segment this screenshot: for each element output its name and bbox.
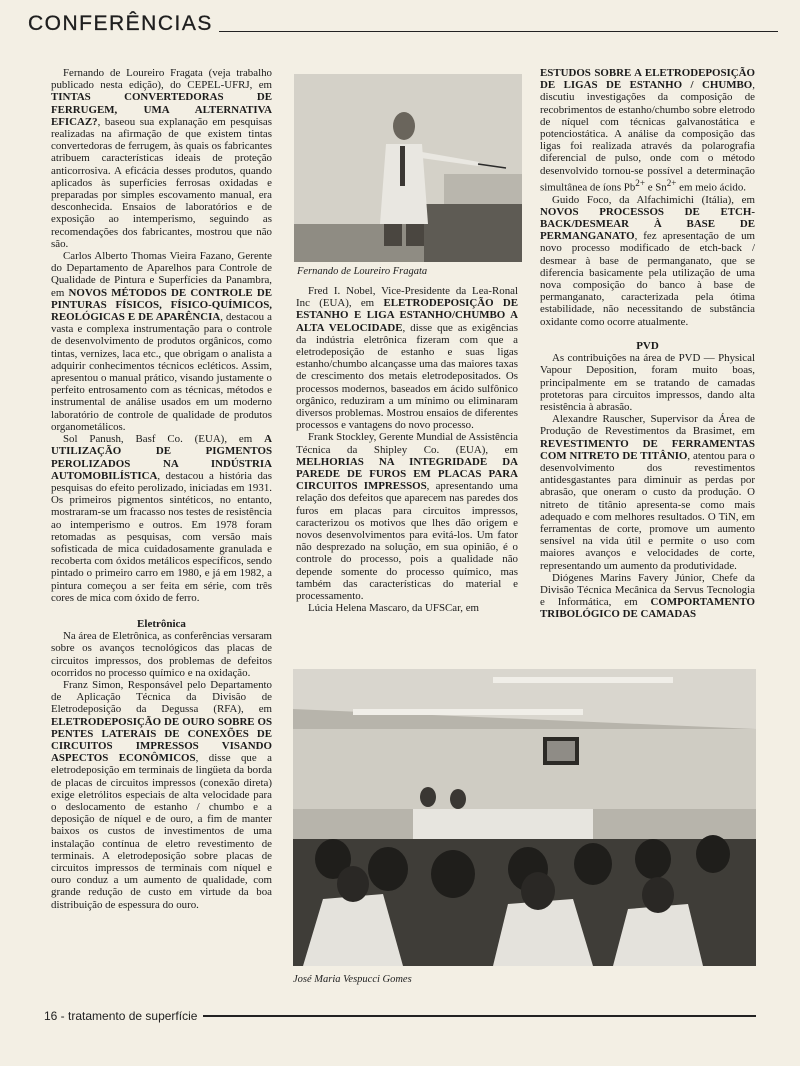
text: e Sn xyxy=(644,181,667,194)
talk-title: ELETRODEPOSIÇÃO DE ESTANHO E LIGA ESTANHO/CHUMBO A ALTA VELOCIDADE xyxy=(296,297,518,334)
footer-text: 16 - tratamento de superfície xyxy=(44,1009,198,1023)
talk-title: ESTUDOS SOBRE A ELETRODEPOSIÇÃO DE LIGAS DE ESTANHO / CHUMBO xyxy=(540,67,755,92)
text: Guido Foco, da Alfachimichi (Itália), em xyxy=(552,193,755,206)
paragraph: As contribuições na área de PVD — Physical Vapour Deposition, foram muito boas, principalmente em se tratando de camadas protetoras para circuitos impressos, dando alta resistência à abrasão. xyxy=(540,352,755,413)
text: Sol Panush, Basf Co. (EUA), em xyxy=(63,433,265,446)
talk-title: COMPORTAMENTO TRIBOLÓGICO DE CAMADAS xyxy=(540,596,755,621)
paragraph: Na área de Eletrônica, as conferências versaram sobre os avanços tecnológicos das placas de circuitos impressos, dos problemas de defeitos ocorridos no processo químico e na oxidação. xyxy=(51,630,272,679)
text: , destacou a vasta e complexa instrumentação para o controle de desenvolvimento de produtos orgânicos, como tintas, vernizes, laca etc., que obrigam o analista a adquirir conhecimentos técnicos ecléticos. Assim, apresentou o manual prático, visando justamente o perfeito entrosamento com as técnicas, métodos e instrumental de análise usados em um moderno laboratório de controle de qualidade de produtos organometálicos. xyxy=(51,311,272,433)
paragraph xyxy=(540,67,755,194)
paragraph xyxy=(51,67,272,250)
page-header xyxy=(28,6,778,36)
footer-rule xyxy=(203,1015,756,1017)
photo-audience xyxy=(293,669,756,966)
column-3 xyxy=(540,67,755,621)
speaker-illustration xyxy=(294,74,522,262)
superscript: 2+ xyxy=(666,177,677,188)
text: , baseou sua explanação em pesquisas realizadas na afirmação de que existem tintas convertedoras de ferrugem, às quais os fabricantes atribuem características ideais de proteção anticorrosiva. A eficácia desses produtos, quando aplicados às superfícies ferrosas oxidadas e preparadas por simples escovamento manual, era desconhecida. Ensaios de laboratórios e de exposição ao intemperismo, seguindo as recomendações dos fabricantes, mostrou que não são. xyxy=(51,115,272,250)
photo-caption: Fernando de Loureiro Fragata xyxy=(297,266,428,277)
section-title: CONFERÊNCIAS xyxy=(28,12,213,35)
talk-title: NOVOS PROCESSOS DE ETCH-BACK/DESMEAR À BASE DE PERMANGANATO xyxy=(540,205,755,243)
text: , disse que a eletrodeposição em terminais de lingüeta da borda de placas de circuitos impressos (conexão direta) exige eletrólitos especiais de alta velocidade para o deslocamento de estanho / chumbo e a deposição de níquel e de ouro, a fim de manter baixos os custos de investimentos de uma instalação contínua de eletro revestimento de terminais. A eletrodeposição sobre placas de circuitos impressos de terminais com níquel e ouro conduz a um aumento de qualidade, com grande redução de custo em virtude da boa distribuição de espessura do ouro. xyxy=(51,752,272,911)
talk-title: TINTAS CONVERTEDORAS DE FERRUGEM, UMA ALTERNATIVA EFICAZ? xyxy=(51,91,272,128)
photo-speaker xyxy=(294,74,522,262)
text: Fernando de Loureiro Fragata (veja trabalho publicado nesta edição), do CEPEL-UFRJ, em xyxy=(51,67,272,92)
column-2 xyxy=(296,285,518,614)
text: Carlos Alberto Thomas Vieira Fazano, Gerente do Departamento de Aparelhos para Controle de Qualidade de Pintura e Superfícies da Panambra, em xyxy=(51,250,272,299)
paragraph xyxy=(51,433,272,604)
page-footer xyxy=(44,1009,756,1023)
subhead-eletronica: Eletrônica xyxy=(137,617,186,630)
column-1 xyxy=(51,67,272,911)
text: Diógenes Marins Favery Júnior, Chefe da Divisão Técnica Mecânica da Servus Tecnologia e Informática, em xyxy=(540,571,755,609)
photo-caption: José Maria Vespucci Gomes xyxy=(293,974,412,985)
paragraph xyxy=(296,285,518,431)
audience-illustration xyxy=(293,669,756,966)
paragraph xyxy=(296,431,518,602)
paragraph xyxy=(51,679,272,911)
text: Fred I. Nobel, Vice-Presidente da Lea-Ronal Inc (EUA), em xyxy=(296,285,518,310)
text: Alexandre Rauscher, Supervisor da Área de Produção de Revestimentos da Brasimet, em xyxy=(540,413,755,438)
paragraph: Lúcia Helena Mascaro, da UFSCar, em xyxy=(308,602,480,615)
talk-title: MELHORIAS NA INTEGRIDADE DA PAREDE DE FUROS EM PLACAS PARA CIRCUITOS IMPRESSOS xyxy=(296,455,518,493)
text: , disse que as exigências da indústria eletrônica fizeram com que a eletrodeposição de estanho e suas ligas estanho/chumbo alcançasse uma das maiores taxas de crescimento dos metais eletrodepositados. Os processos modernos, baseados em ácido sulfônico orgânico, reduziram a um mínimo ou eliminaram diversos problemas. Mostrou ensaios de diferentes processos e vantagens do novo processo. xyxy=(296,321,518,432)
talk-title: ELETRODEPOSIÇÃO DE OURO SOBRE OS PENTES LATERAIS DE CONEXÕES DE CIRCUITOS IMPRESSOS VISANDO ASPECTOS ECONÔMICOS xyxy=(51,715,272,765)
text: , fez apresentação de um novo processo modificado de etch-back / desmear à base de permanganato, que se diferencia basicamente pela utilização de uma nova composição do banco à base de permanganato, caracterizada pela ótima estabilidade, não necessitando de substância oxidante como ocorre atualmente. xyxy=(540,230,755,328)
text: , destacou a história das pesquisas do efeito perolizado, iniciadas em 1931. Os primeiros pigmentos sintéticos, no entanto, mostraram-se um fracasso nos testes de resistência ao intemperismo e outros. Em 1978 foram retomadas as pesquisas, com versão mais sofisticada de mica cuidadosamente granulada e recoberta com óxidos metálicos específicos, sendo pintado o primeiro carro em 1980, e já em 1982, a pintura começou a ser feita em série, com três cores de mica com óxido de ferro. xyxy=(51,469,272,604)
text: Frank Stockley, Gerente Mundial de Assistência Técnica da Shipley Co. (EUA), em xyxy=(296,431,518,456)
paragraph xyxy=(540,572,755,621)
text: , apresentando uma relação dos defeitos que aparecem nas paredes dos furos em placas para circuitos impressos, caracterizou os motivos que lhes dão origem e novos desenvolvimentos para evitá-los. Um fator não desprezado na solução, em sua opinião, é o controle do processo, pois a qualidade não depende somente do processo químico, mas também das características do material e processamento. xyxy=(296,480,518,603)
text: , discutiu investigações da composição de recobrimentos de estanho/chumbo sobre eletrodo de níquel com técnicas galvanostática e potenciostática. A análise da composição das ligas foi realizada através da polarografia diferencial de pulso, onde com o método desenvolvido tornou-se possível a determinação simultânea de íons Pb xyxy=(540,79,755,194)
talk-title: REVESTIMENTO DE FERRAMENTAS COM NITRETO DE TITÂNIO xyxy=(540,437,755,462)
paragraph xyxy=(540,413,755,572)
text: , atentou para o desenvolvimento dos revestimentos antidesgastantes para diminuir as perdas por abrasão, que oneram o custo da produção. O nitreto de titânio apresenta-se como mais adequado e com melhores resultados. O TiN, em ferramentas de corte, promove um aumento sensível na vida útil e permite o uso com maiores avanços e velocidades de corte, representando um aumento da produtividade. xyxy=(540,449,755,572)
subhead-pvd: PVD xyxy=(636,339,659,352)
text: Franz Simon, Responsável pelo Departamento de Aplicação Técnica da Divisão de Eletrodeposição da Degussa (RFA), em xyxy=(51,678,272,716)
text: em meio ácido. xyxy=(676,181,746,194)
header-rule xyxy=(219,31,778,33)
paragraph xyxy=(51,250,272,433)
superscript: 2+ xyxy=(635,177,645,188)
talk-title: A UTILIZAÇÃO DE PIGMENTOS PEROLIZADOS NA INDÚSTRIA AUTOMOBILÍSTICA xyxy=(51,433,272,482)
talk-title: NOVOS MÉTODOS DE CONTROLE DE PINTURAS FÍSICOS, FÍSICO-QUÍMICOS, REOLÓGICAS E DE APARÊNCIA xyxy=(51,286,272,324)
paragraph xyxy=(540,194,755,328)
